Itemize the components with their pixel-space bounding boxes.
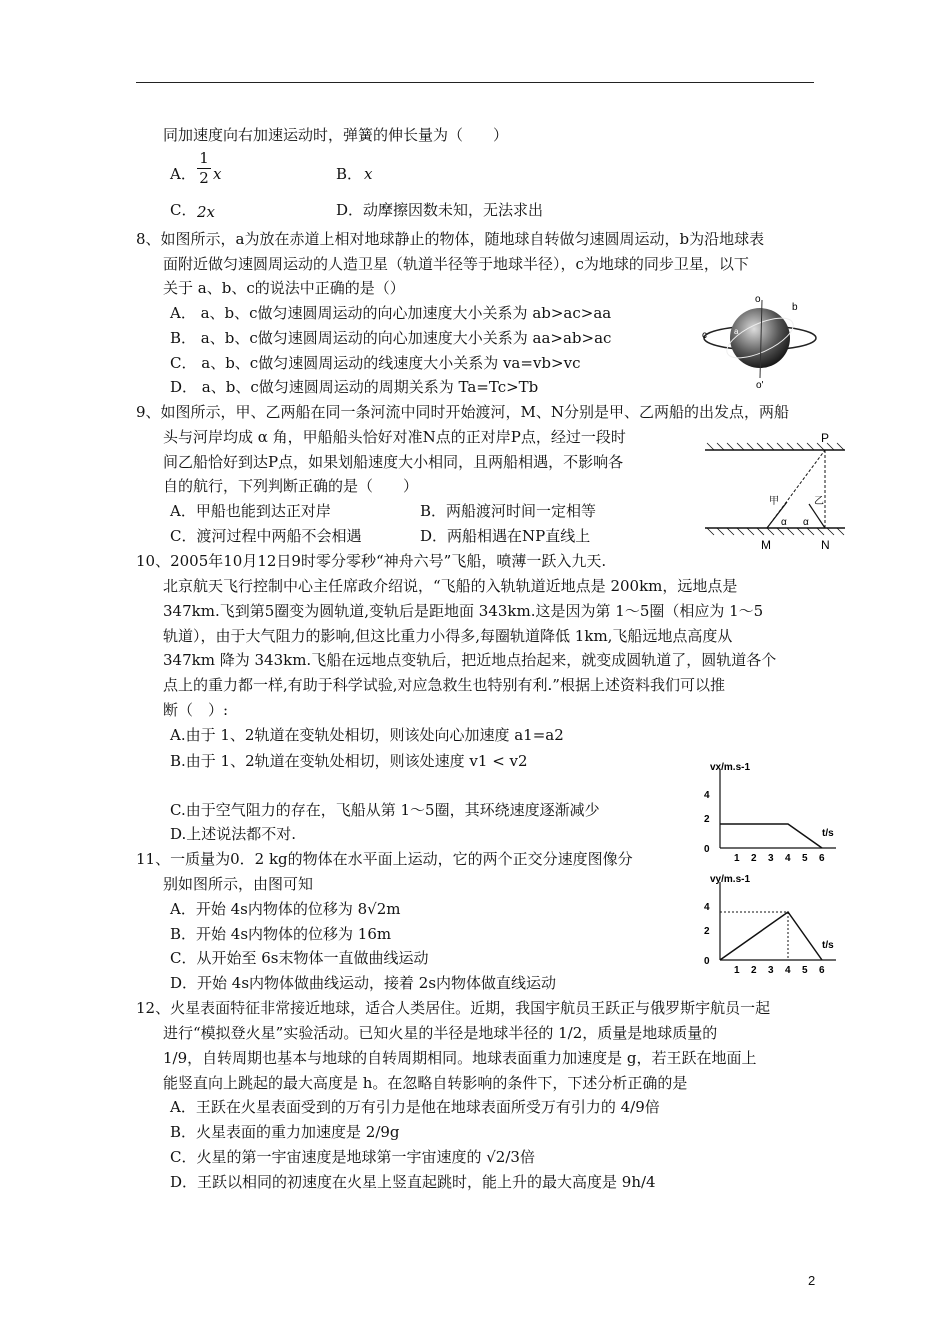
vy-ytick-4: 4 [704, 902, 710, 913]
q7-option-b-x: x [364, 165, 373, 183]
q9-option-b: B．两船渡河时间一定相等 [420, 502, 597, 520]
q7-option-c-label: C． [170, 201, 197, 219]
vy-xtick-2: 2 [751, 965, 757, 976]
q10-option-a: A.由于 1、2轨道在变轨处相切，则该处向心加速度 a1=a2 [170, 726, 564, 744]
page-number: 2 [808, 1273, 816, 1288]
river-figure [705, 430, 850, 555]
q9-stem-line-1: 9、如图所示，甲、乙两船在同一条河流中同时开始渡河，M、N分别是甲、乙两船的出发点，两船 [136, 403, 790, 421]
q10-stem-line-6: 点上的重力都一样,有助于科学试验,对应急救生也特别有利.”根据上述资料我们可以推 [163, 676, 725, 694]
label-alpha-1: α [781, 517, 787, 528]
vy-xtick-1: 1 [734, 965, 740, 976]
vx-ytick-2: 2 [704, 814, 710, 825]
q9-stem-line-2: 头与河岸均成 α 角，甲船船头恰好对准N点的正对岸P点，经过一段时 [163, 428, 626, 446]
q7-option-b-label: B． [336, 165, 363, 183]
vx-xtick-1: 1 [734, 853, 740, 864]
q8-option-b: B． a、b、c做匀速圆周运动的向心加速度大小关系为 aa>ab>ac [170, 329, 612, 347]
vx-graph [696, 760, 846, 865]
label-jia: 甲 [769, 496, 779, 507]
vy-ytick-0: 0 [704, 956, 710, 967]
vy-series-line [720, 912, 822, 960]
vy-xtick-4: 4 [785, 965, 791, 976]
q7-option-c-value: 2x [197, 203, 216, 221]
label-c: c [702, 330, 707, 341]
q11-option-d: D．开始 4s内物体做曲线运动，接着 2s内物体做直线运动 [170, 974, 557, 992]
vx-xtick-6: 6 [819, 853, 825, 864]
label-N: N [821, 538, 830, 552]
q9-option-c: C．渡河过程中两船不会相遇 [170, 527, 362, 545]
vy-xtick-6: 6 [819, 965, 825, 976]
q8-stem-line-2: 面附近做匀速圆周运动的人造卫星（轨道半径等于地球半径），c为地球的同步卫星，以下 [163, 255, 749, 273]
label-M: M [761, 538, 771, 552]
q12-option-b: B．火星表面的重力加速度是 2/9g [170, 1123, 400, 1141]
q7-stem-line: 同加速度向右加速运动时，弹簧的伸长量为（ ） [163, 126, 509, 144]
vx-xtick-3: 3 [768, 853, 774, 864]
arrow-yi [809, 504, 825, 528]
q12-stem-line-2: 进行“模拟登火星”实验活动。已知火星的半径是地球半径的 1/2，质量是地球质量的 [163, 1024, 718, 1042]
header-rule [136, 82, 814, 83]
vy-xtick-5: 5 [802, 965, 808, 976]
q9-stem-line-3: 间乙船恰好到达P点，如果划船速度大小相同，且两船相遇，不影响各 [163, 453, 624, 471]
q12-option-c: C．火星的第一宇宙速度是地球第一宇宙速度的 √2/3倍 [170, 1148, 535, 1166]
q10-option-d: D.上述说法都不对. [170, 825, 297, 843]
fraction-numerator: 1 [199, 149, 209, 167]
q9-stem-line-4: 自的航行，下列判断正确的是（ ） [163, 477, 419, 495]
vx-ylabel: vx/m.s-1 [710, 762, 751, 773]
q7-option-a-x: x [213, 165, 222, 183]
q11-option-c: C．从开始至 6s末物体一直做曲线运动 [170, 949, 429, 967]
label-b: b [792, 302, 798, 313]
q9-option-d: D．两船相遇在NP直线上 [420, 527, 591, 545]
q7-option-d: D．动摩擦因数未知，无法求出 [336, 201, 544, 219]
q7-option-a-label: A． [170, 165, 196, 183]
label-o: o [755, 296, 761, 305]
q12-option-d: D．王跃以相同的初速度在火星上竖直起跳时，能上升的最大高度是 9h/4 [170, 1173, 656, 1191]
q11-option-b: B．开始 4s内物体的位移为 16m [170, 925, 392, 943]
q8-stem-line-1: 8、如图所示，a为放在赤道上相对地球静止的物体，随地球自转做匀速圆周运动，b为沿地球表 [136, 230, 765, 248]
vx-xtick-5: 5 [802, 853, 808, 864]
q11-option-a: A．开始 4s内物体的位移为 8√2m [170, 900, 401, 918]
vx-xtick-2: 2 [751, 853, 757, 864]
q9-option-a: A．甲船也能到达正对岸 [170, 502, 331, 520]
q10-option-c: C.由于空气阻力的存在，飞船从第 1～5圈，其环绕速度逐渐减少 [170, 801, 600, 819]
label-alpha-2: α [803, 517, 809, 528]
q12-stem-line-1: 12、火星表面特征非常接近地球，适合人类居住。近期，我国宇航员王跃正与俄罗斯宇航员一起 [136, 999, 771, 1017]
q8-stem-line-3: 关于 a、b、c的说法中正确的是（） [163, 279, 405, 297]
q10-stem-line-2: 北京航天飞行控制中心主任席政介绍说，“飞船的入轨轨道近地点是 200km，远地点是 [163, 577, 738, 595]
q11-stem-line-2: 别如图所示，由图可知 [163, 875, 314, 893]
vy-ylabel: vy/m.s-1 [710, 874, 751, 885]
q7-fraction [197, 150, 211, 187]
label-P: P [821, 431, 830, 445]
label-o-prime: o' [756, 380, 764, 391]
q10-stem-line-3: 347km.飞到第5圈变为圆轨道,变轨后是距地面 343km.这是因为第 1～5圈（相应为 1～5 [163, 602, 764, 620]
q10-stem-line-7: 断（ ）: [163, 701, 229, 719]
q8-option-c: C． a、b、c做匀速圆周运动的线速度大小关系为 va=vb>vc [170, 354, 581, 372]
vx-series-line [720, 824, 822, 848]
vy-ytick-2: 2 [704, 926, 710, 937]
q10-stem-line-4: 轨道），由于大气阻力的影响,但这比重力小得多,每圈轨道降低 1km,飞船远地点高度从 [163, 627, 733, 645]
label-a: a [734, 327, 739, 336]
q12-option-a: A．王跃在火星表面受到的万有引力是他在地球表面所受万有引力的 4/9倍 [170, 1098, 660, 1116]
earth-orbit-figure [700, 296, 830, 396]
q11-stem-line-1: 11、一质量为0．2 kg的物体在水平面上运动，它的两个正交分速度图像分 [136, 850, 633, 868]
q12-stem-line-4: 能竖直向上跳起的最大高度是 h。在忽略自转影响的条件下，下述分析正确的是 [163, 1074, 688, 1092]
fraction-denominator: 2 [199, 169, 209, 187]
q10-option-b: B.由于 1、2轨道在变轨处相切，则该处速度 v1 < v2 [170, 752, 528, 770]
vy-xlabel: t/s [822, 940, 834, 951]
q8-option-d: D． a、b、c做匀速圆周运动的周期关系为 Ta=Tc>Tb [170, 378, 539, 396]
vx-xtick-4: 4 [785, 853, 791, 864]
vy-xtick-3: 3 [768, 965, 774, 976]
q10-stem-line-1: 10、2005年10月12日9时零分零秒“神舟六号”飞船，喷薄一跃入九天. [136, 552, 607, 570]
q12-stem-line-3: 1/9，自转周期也基本与地球的自转周期相同。地球表面重力加速度是 g，若王跃在地面上 [163, 1049, 757, 1067]
vx-xlabel: t/s [822, 828, 834, 839]
q10-stem-line-5: 347km 降为 343km.飞船在远地点变轨后，把近地点抬起来，就变成圆轨道了，圆轨道各个 [163, 651, 777, 669]
q8-option-a: A． a、b、c做匀速圆周运动的向心加速度大小关系为 ab>ac>aa [170, 304, 612, 322]
vy-graph [696, 872, 846, 977]
vx-ytick-0: 0 [704, 844, 710, 855]
vx-ytick-4: 4 [704, 790, 710, 801]
label-yi: 乙 [814, 496, 824, 507]
